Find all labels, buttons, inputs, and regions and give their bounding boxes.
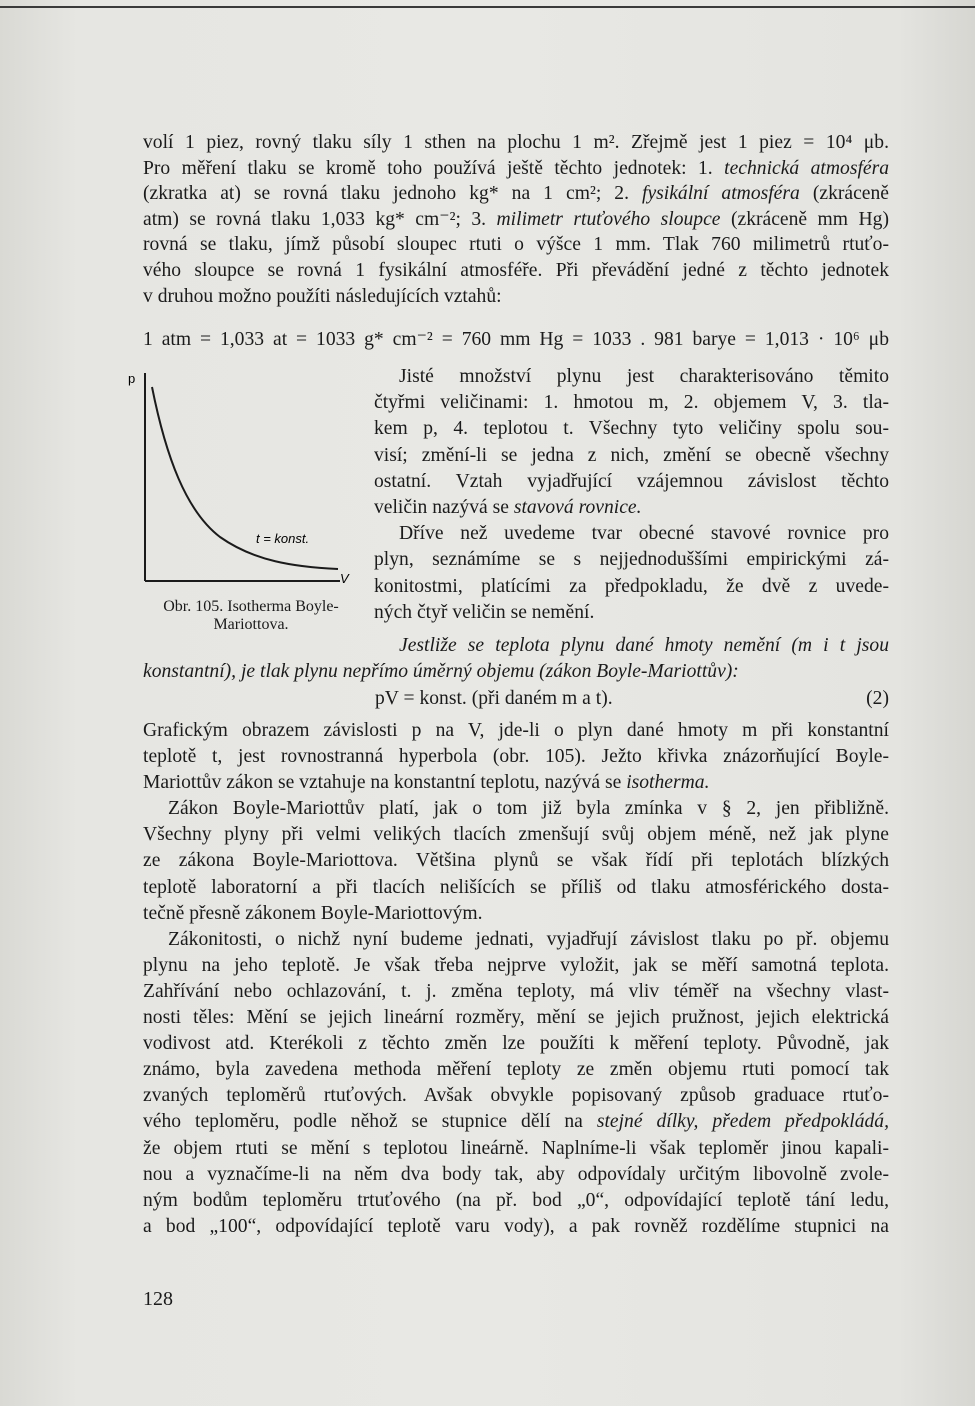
text-line — [143, 770, 889, 796]
text-span: (zkráceně mm Hg) — [730, 208, 889, 230]
text-line: vodivost atd. Kterékoli z těchto změn lze použíti k měření teploty. Původně, jak — [143, 1033, 889, 1055]
text-line: Jisté množství plynu jest charakterisováno těmito — [399, 366, 889, 387]
text-span: Pro měření tlaku se kromě toho používá ještě těchto jednotek: 1. — [143, 157, 713, 179]
formula-text: pV = konst. (při daném m a t). — [375, 688, 613, 709]
text-line: Dříve než uvedeme tvar obecné stavové rovnice pro — [399, 523, 889, 545]
text-line — [143, 1109, 889, 1135]
text-line: v druhou možno použíti následujících vztahů: — [143, 285, 502, 307]
text-line: teplotě laboratorní a při tlacích nelišících se příliš od tlaku atmosférického dosta- — [143, 876, 889, 898]
text-line: ostatní. Vztah vyjadřující vzájemnou závislost těchto — [374, 470, 889, 492]
term-italic: stavová rovnice. — [513, 497, 642, 519]
text-line: zvaných teploměrů rtuťových. Avšak obvykle popisovaný způsob graduace rtuťo- — [143, 1085, 889, 1107]
unit-conversion-equation: 1 atm = 1,033 at = 1033 g* cm⁻² = 760 mm Hg = 1033 . 981 barye = 1,013 · 10⁶ μb — [143, 329, 889, 350]
text-line: ným bodům teploměru trtuťového (na př. bod „0“, odpovídající teplotě tání ledu, — [143, 1189, 889, 1211]
text-span: atm) se rovná tlaku 1,033 kg* cm⁻²; 3. — [143, 208, 487, 230]
hyperbola-curve — [152, 387, 338, 569]
term-italic: isotherma. — [626, 772, 710, 794]
text-line: ných čtyř veličin se nemění. — [374, 601, 595, 623]
text-line: čtyřmi veličinami: 1. hmotou m, 2. objemem V, 3. tla- — [374, 392, 889, 414]
text-line: Zahřívání nebo ochlazování, t. j. změna teploty, má vliv téměř na všechny vlast- — [143, 980, 889, 1002]
text-line: plyn, seznámíme se s nejjednoduššími empirickými zá- — [374, 549, 889, 571]
side-paragraphs — [374, 364, 889, 626]
isotherm-figure — [124, 365, 364, 635]
text-line — [374, 495, 889, 521]
intro-paragraph — [143, 130, 889, 309]
figure-caption — [136, 598, 366, 634]
text-line: že objem rtuti se mění s teplotou lineárně. Naplníme-li však teploměr jinou kapali- — [143, 1137, 889, 1159]
text-line: rovná se tlaku, jímž působí sloupec rtuti o výšce 1 mm. Tlak 760 milimetrů rtuťo- — [143, 234, 889, 256]
law-statement — [143, 633, 889, 685]
text-line: Grafickým obrazem závislosti p na V, jde-li o plyn dané hmoty m při konstantní — [143, 720, 889, 741]
text-line: nou a vyznačíme-li na něm dva body tak, aby odpovídaly určitým libovolně zvole- — [143, 1163, 889, 1185]
text-span: vého teploměru, podle něhož se stupnice dělí na — [143, 1111, 583, 1133]
text-line: plynu na jeho teplotě. Je však třeba nejprve vyložit, jak se měří samotná teplota. — [143, 954, 889, 976]
text-line: známo, byla zavedena methoda měření teploty ze změn objemu rtuti pomocí tak — [143, 1059, 889, 1081]
body-paragraphs — [143, 718, 889, 1240]
p-axis-label: p — [128, 371, 136, 386]
term-italic: stejné dílky, předem předpokládá, — [596, 1111, 889, 1133]
text-line — [143, 181, 889, 207]
caption-line: Mariottova. — [213, 616, 289, 633]
curve-label: t = konst. — [256, 531, 310, 546]
formula-number: (2) — [866, 688, 889, 709]
text-line: Zákonitosti, o nichž nyní budeme jednati, vyjadřují závislost tlaku po př. objemu — [168, 928, 889, 950]
text-line: vého sloupce se rovná 1 fysikální atmosféře. Při převádění jedné z těchto jednotek — [143, 259, 889, 281]
text-line: ze zákona Boyle-Mariottova. Většina plynů se však řídí při teplotách blízkých — [143, 850, 889, 872]
text-span: (zkráceně — [812, 183, 889, 205]
caption-line: Obr. 105. Isotherma Boyle- — [163, 598, 339, 615]
v-axis-label: V — [340, 571, 349, 586]
top-edge-line — [0, 6, 975, 8]
text-line: visí; změní-li se jedna z nich, změní se obecně všechny — [374, 444, 889, 466]
term-italic: fysikální atmosféra — [642, 183, 800, 205]
text-line: Jestliže se teplota plynu dané hmoty nemění (m i t jsou — [399, 635, 889, 656]
term-italic: technická atmosféra — [724, 157, 890, 179]
text-line: teplotě t, jest rovnostranná hyperbola (obr. 105). Ježto křivka znázorňující Boyle- — [143, 746, 889, 768]
text-line — [143, 156, 889, 182]
page-number: 128 — [143, 1288, 173, 1310]
text-line: nosti těles: Mění se jejich lineární rozměry, mění se jejich pružnost, jejich elektrická — [143, 1007, 889, 1029]
text-line: tečně přesně zákonem Boyle-Mariottovým. — [143, 902, 483, 924]
text-line: volí 1 piez, rovný tlaku síly 1 sthen na plochu 1 m². Zřejmě jest 1 piez = 10⁴ μb. — [143, 132, 889, 153]
text-line: Všechny plyny při velmi velikých tlacích zmenšují svůj objem méně, než jak plyne — [143, 824, 889, 846]
text-span: (zkratka at) se rovná tlaku jednoho kg* na 1 cm²; 2. — [143, 183, 629, 205]
text-line: Zákon Boyle-Mariottův platí, jak o tom již byla zmínka v § 2, jen přibližně. — [168, 798, 889, 820]
term-italic: milimetr rtuťového sloupce — [496, 208, 721, 230]
isotherm-graph — [124, 365, 364, 605]
text-line: kem p, 4. teplotou t. Všechny tyto veličiny spolu sou- — [374, 418, 889, 440]
text-line: konstantní), je tlak plynu nepřímo úměrný objemu (zákon Boyle-Mariottův): — [143, 661, 739, 682]
text-line — [143, 207, 889, 233]
text-line: konitostmi, platícími za předpokladu, že dvě z uvede- — [374, 575, 889, 597]
text-span: Mariottův zákon se vztahuje na konstantní teplotu, nazývá se — [143, 772, 622, 794]
text-line: a bod „100“, odpovídající teplotě varu vody), a pak rovněž rozdělíme stupnici na — [143, 1215, 889, 1237]
text-span: veličin nazývá se — [374, 497, 509, 519]
